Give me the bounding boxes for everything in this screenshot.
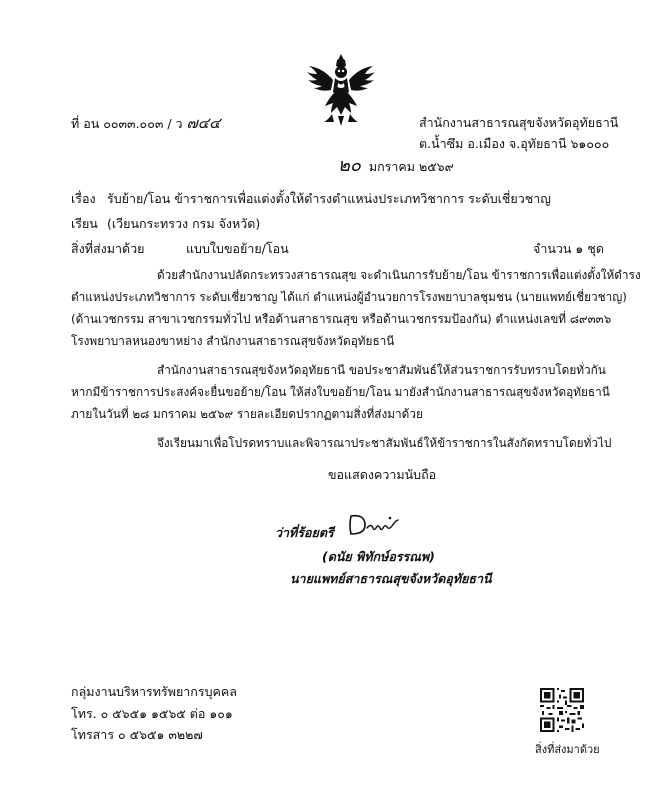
- body-p1-line4: โรงพยาบาลหนองขาหย่าง สำนักงานสาธารณสุขจังหวัดอุทัยธานี: [71, 334, 395, 348]
- body-p2-line2: หากมีข้าราชการประสงค์จะยื่นขอย้าย/โอน ให้ส่งใบขอย้าย/โอน มายังสำนักงานสาธารณสุขจังหวัดอุทัยธานี: [71, 385, 610, 399]
- enclosure-text: แบบใบขอย้าย/โอน: [186, 241, 289, 256]
- qr-code-icon[interactable]: [540, 688, 584, 732]
- phone-number: โทร. ๐ ๕๖๕๑ ๑๕๖๕ ต่อ ๑๐๑: [71, 706, 233, 721]
- date-month-year: มกราคม ๒๕๖๙: [368, 159, 454, 174]
- closing: ขอแสดงความนับถือ: [328, 467, 437, 482]
- document-number-text: ที่ อน ๐๐๓๓.๐๐๓ / ว: [71, 116, 183, 131]
- qr-caption: สิ่งที่ส่งมาด้วย: [535, 743, 600, 756]
- to-label: เรียน: [71, 216, 98, 231]
- to-text: (เวียนกระทรวง กรม จังหวัด): [107, 216, 261, 231]
- body-p3: จึงเรียนมาเพื่อโปรดทราบและพิจารณาประชาสัมพันธ์ให้ข้าราชการในสังกัดทราบโดยทั่วไป: [157, 436, 612, 450]
- enclosure-count: จำนวน ๑ ชุด: [533, 241, 604, 256]
- sender-address: ต.น้ำซึม อ.เมือง จ.อุทัยธานี ๖๑๐๐๐: [419, 136, 610, 151]
- body-p1-line3: (ด้านเวชกรรม สาขาเวชกรรมทั่วไป หรือด้านสาธารณสุข หรือด้านเวชกรรมป้องกัน) ตำแหน่งเลขที่ ๘๙๓๓๖: [71, 312, 612, 326]
- fax-number: โทรสาร ๐ ๕๖๕๑ ๓๒๒๗: [71, 727, 203, 742]
- body-p1-line1: ด้วยสำนักงานปลัดกระทรวงสาธารณสุข จะดำเนินการรับย้าย/โอน ข้าราชการเพื่อแต่งตั้งให้ดำรง: [157, 268, 641, 282]
- subject-label: เรื่อง: [71, 191, 96, 206]
- department: กลุ่มงานบริหารทรัพยากรบุคคล: [71, 684, 237, 699]
- subject-text: รับย้าย/โอน ข้าราชการเพื่อแต่งตั้งให้ดำรงตำแหน่งประเภทวิชาการ ระดับเชี่ยวชาญ: [107, 191, 551, 206]
- body-p1-line2: ตำแหน่งประเภทวิชาการ ระดับเชี่ยวชาญ ได้แก่ ตำแหน่งผู้อำนวยการโรงพยาบาลชุมชน (นายแพทย์เชี่ยวชาญ): [71, 290, 627, 304]
- body-p2-line1: สำนักงานสาธารณสุขจังหวัดอุทัยธานี ขอประชาสัมพันธ์ให้ส่วนราชการรับทราบโดยทั่วกัน: [157, 363, 606, 377]
- handwritten-signature: [345, 512, 405, 538]
- garuda-emblem-icon: [302, 50, 380, 128]
- document-number-handwritten: ๗๔๔: [186, 114, 221, 132]
- signer-name: (ดนัย พิทักษ์อรรณพ): [322, 549, 435, 564]
- document-number: [71, 114, 221, 133]
- enclosure-label: สิ่งที่ส่งมาด้วย: [71, 241, 145, 256]
- signer-title: นายแพทย์สาธารณสุขจังหวัดอุทัยธานี: [290, 571, 492, 586]
- letter-date: [338, 157, 454, 176]
- sender-office: สำนักงานสาธารณสุขจังหวัดอุทัยธานี: [419, 115, 619, 130]
- signer-prefix: ว่าที่ร้อยตรี: [275, 525, 334, 540]
- date-day-handwritten: ๒๐: [338, 155, 361, 176]
- body-p2-line3: ภายในวันที่ ๒๘ มกราคม ๒๕๖๙ รายละเอียดปรากฏตามสิ่งที่ส่งมาด้วย: [71, 407, 423, 421]
